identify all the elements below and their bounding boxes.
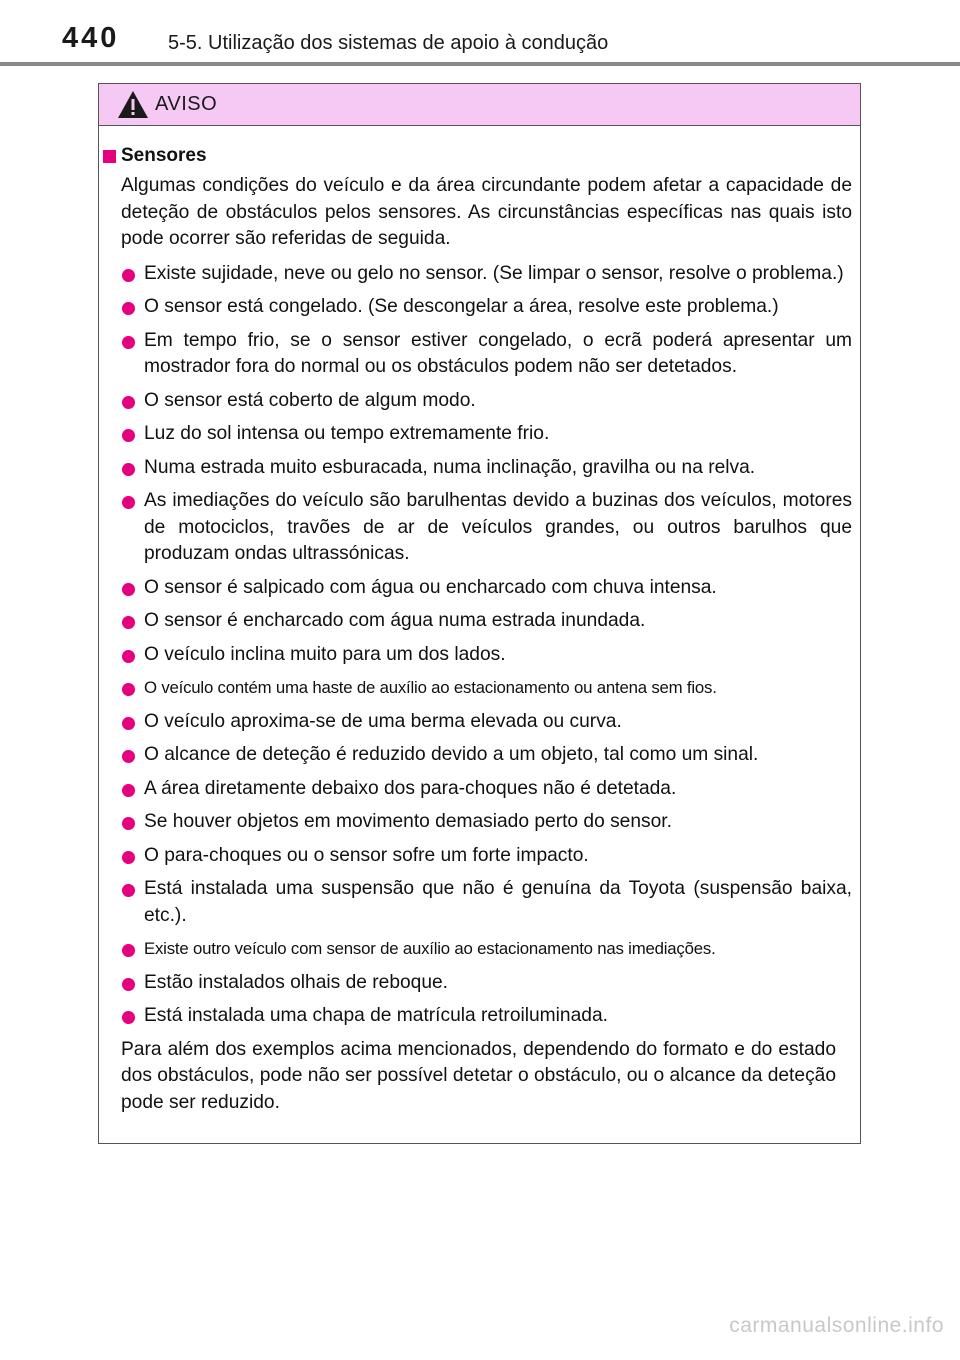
list-item-text: Existe outro veículo com sensor de auxílio ao estacionamento nas imediações. [144,939,716,958]
list-item [144,936,852,963]
list-item [144,488,852,568]
warning-title: AVISO [155,93,218,115]
list-item-text: O veículo contém uma haste de auxílio ao estacionamento ou antena sem fios. [144,678,717,697]
list-item [144,742,852,769]
list-item-text: O sensor é salpicado com água ou encharcado com chuva intensa. [144,576,717,598]
round-bullet-icon [122,336,135,349]
list-item-text: A área diretamente debaixo dos para-choques não é detetada. [144,777,677,799]
list-item-text: Está instalada uma chapa de matrícula retroiluminada. [144,1005,608,1026]
round-bullet-icon [122,269,135,282]
page-header [0,0,960,66]
list-item-text: Em tempo frio, se o sensor estiver congelado, o ecrã poderá apresentar um mostrador fora do normal ou os obstáculos podem não ser detetados. [144,329,852,377]
list-item-text: Numa estrada muito esburacada, numa inclinação, gravilha ou na relva. [144,456,756,478]
warning-triangle-icon [117,90,149,119]
list-item [144,876,852,929]
subheading [103,143,852,169]
list-item [144,455,852,482]
round-bullet-icon [122,463,135,476]
list-item [144,675,852,702]
list-item [144,328,852,381]
round-bullet-icon [122,717,135,730]
warning-header [99,84,860,126]
list-item [144,1003,852,1030]
list-item [144,294,852,321]
intro-paragraph: Algumas condições do veículo e da área circundante podem afetar a capacidade de deteção de obstáculos pelos sensores. As circunstâncias específicas nas quais isto pode ocorrer são referidas de seguida. [121,175,852,249]
round-bullet-icon [122,851,135,864]
list-item [144,388,852,415]
list-item [144,709,852,736]
list-item-text: Estão instalados olhais de reboque. [144,971,449,993]
list-item-text: Luz do sol intensa ou tempo extremamente frio. [144,423,550,444]
warning-box [98,83,861,1144]
round-bullet-icon [122,1011,135,1024]
warning-content [99,125,860,1116]
round-bullet-icon [122,884,135,897]
header-divider [0,62,960,66]
round-bullet-icon [122,944,135,957]
list-item-text: Existe sujidade, neve ou gelo no sensor. (Se limpar o sensor, resolve o problema.) [144,262,844,284]
round-bullet-icon [122,396,135,409]
list-item [144,843,852,870]
list-item-text: O alcance de deteção é reduzido devido a um objeto, tal como um sinal. [144,744,759,765]
list-item-text: Se houver objetos em movimento demasiado perto do sensor. [144,811,672,832]
round-bullet-icon [122,817,135,830]
list-item-text: O veículo inclina muito para um dos lados. [144,643,506,665]
page-number: 440 [62,22,120,54]
round-bullet-icon [122,302,135,315]
list-item [144,421,852,448]
round-bullet-icon [122,683,135,696]
list-item-text: Está instalada uma suspensão que não é genuína da Toyota (suspensão baixa, etc.). [144,878,852,926]
list-item-text: O sensor está coberto de algum modo. [144,389,476,411]
subheading-text: Sensores [121,145,207,166]
list-item [144,776,852,803]
list-item [144,261,852,288]
section-title: 5-5. Utilização dos sistemas de apoio à condução [168,32,609,54]
round-bullet-icon [122,496,135,509]
round-bullet-icon [122,429,135,442]
list-item [144,608,852,635]
square-bullet-icon [103,150,116,163]
list-item [144,809,852,836]
closing-paragraph: Para além dos exemplos acima mencionados, dependendo do formato e do estado dos obstáculos, pode não ser possível detetar o obstáculo, ou o alcance da deteção pode ser reduzido. [121,1038,836,1113]
round-bullet-icon [122,978,135,991]
list-item-text: O veículo aproxima-se de uma berma elevada ou curva. [144,710,622,732]
round-bullet-icon [122,650,135,663]
list-item [144,642,852,669]
round-bullet-icon [122,616,135,629]
list-item-text: As imediações do veículo são barulhentas devido a buzinas dos veículos, motores de motociclos, travões de ar de veículos grandes, ou outros barulhos que produzam ondas ultrassónicas. [144,490,852,564]
condition-list [99,261,852,1030]
list-item [144,970,852,997]
list-item-text: O para-choques ou o sensor sofre um forte impacto. [144,844,589,866]
round-bullet-icon [122,583,135,596]
watermark: carmanualsonline.info [729,1314,944,1337]
round-bullet-icon [122,784,135,797]
list-item-text: O sensor é encharcado com água numa estrada inundada. [144,610,646,631]
list-item [144,575,852,602]
round-bullet-icon [122,750,135,763]
list-item-text: O sensor está congelado. (Se descongelar a área, resolve este problema.) [144,296,779,317]
